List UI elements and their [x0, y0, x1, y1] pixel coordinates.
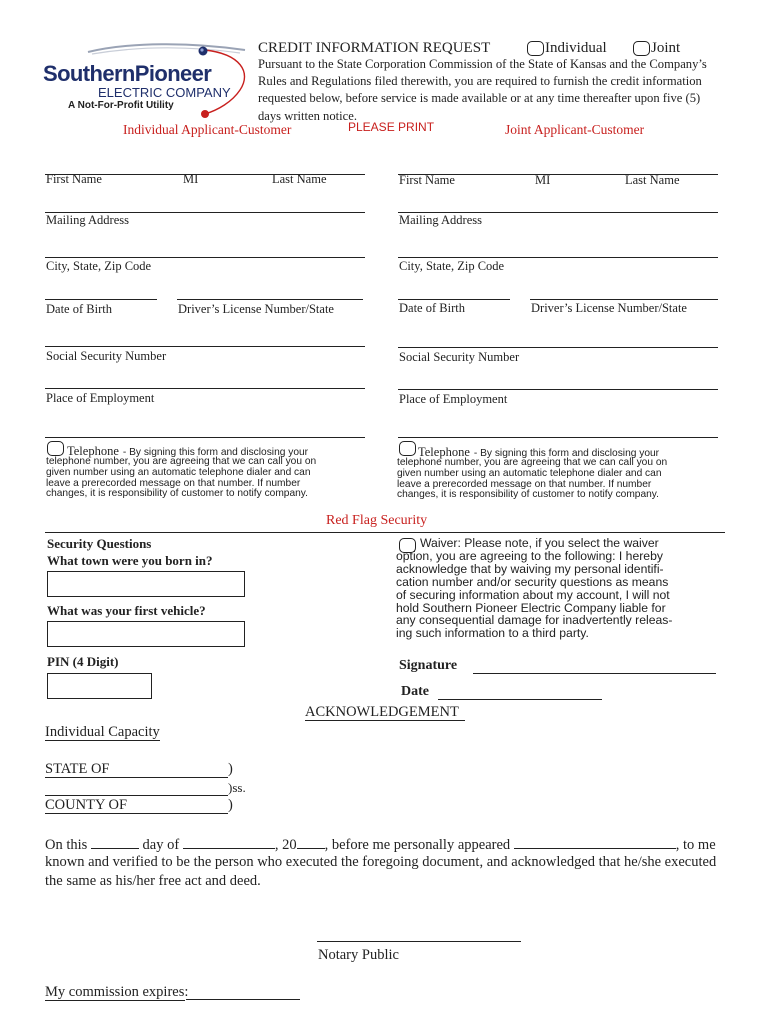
joint-label: Joint — [651, 40, 681, 56]
acknowledgement-line-2: known and verified to be the person who executed the foregoing document, and acknowledged that he/she executed — [45, 854, 717, 870]
waiver-line: option, you are agreeing to the following: I hereby — [396, 548, 663, 563]
form-title: CREDIT INFORMATION REQUEST — [258, 40, 491, 56]
telephone-note-line: telephone number, you are agreeing that we can call you on — [397, 457, 668, 468]
logo-brand-bold: Southern — [43, 61, 135, 86]
telephone-note-line: changes, it is responsibility of customer to notify company. — [397, 489, 659, 501]
joint-checkbox[interactable] — [633, 41, 650, 56]
logo-brand-rest: Pioneer — [134, 61, 212, 86]
day-of-text: day of — [142, 837, 180, 853]
please-print-note: PLEASE PRINT — [348, 120, 435, 134]
security-questions-heading: Security Questions — [47, 536, 152, 551]
county-of-label: COUNTY OF — [45, 797, 128, 813]
logo-tagline: A Not-For-Profit Utility — [68, 100, 174, 111]
commission-label-underline — [45, 1000, 185, 1001]
state-paren: ) — [228, 761, 233, 777]
dob-line-right[interactable] — [398, 299, 510, 300]
year-blank[interactable] — [297, 835, 325, 849]
mailing-address-label: Mailing Address — [46, 213, 129, 227]
license-label: Driver’s License Number/State — [531, 301, 687, 315]
dob-line-left[interactable] — [45, 299, 157, 300]
county-of-line[interactable] — [45, 813, 228, 814]
question-birth-town: What town were you born in? — [47, 553, 213, 568]
on-this-text: On this — [45, 837, 88, 853]
individual-applicant-heading: Individual Applicant-Customer — [123, 122, 292, 137]
section-divider — [45, 532, 725, 533]
waiver-line: any consequential damage for inadvertently releas- — [396, 613, 673, 628]
pin-input[interactable] — [47, 673, 152, 699]
individual-capacity-underline — [45, 740, 160, 741]
commission-expires-line[interactable] — [186, 999, 300, 1000]
to-me-text: , to me — [675, 837, 716, 853]
last-name-label: Last Name — [272, 172, 327, 186]
waiver-line: hold Southern Pioneer Electric Company liable for — [396, 600, 666, 615]
red-flag-heading: Red Flag Security — [326, 513, 428, 528]
ssn-label: Social Security Number — [399, 350, 520, 364]
mi-label: MI — [535, 173, 551, 187]
telephone-note-line: telephone number, you are agreeing that we can call you on — [46, 456, 317, 467]
person-blank[interactable] — [514, 835, 676, 849]
employment-line-left[interactable] — [45, 388, 365, 389]
logo-subtitle: ELECTRIC COMPANY — [98, 85, 231, 100]
telephone-note-line: given number using an automatic telephone dialer and can — [397, 467, 662, 479]
telephone-label: Telephone — [418, 445, 470, 459]
waiver-text — [396, 537, 672, 640]
waiver-line: ing such information to a third party. — [396, 626, 589, 641]
notary-signature-line[interactable] — [317, 941, 521, 942]
telephone-label: Telephone — [67, 444, 119, 458]
first-vehicle-input[interactable] — [47, 621, 245, 647]
commission-expires-label: My commission expires: — [45, 984, 189, 1000]
ssn-line-right[interactable] — [398, 347, 718, 348]
county-paren: ) — [228, 797, 233, 813]
question-first-vehicle: What was your first vehicle? — [47, 603, 206, 618]
acknowledgement-line-3: the same as his/her free act and deed. — [45, 873, 261, 889]
acknowledgement-line-1 — [45, 835, 716, 854]
telephone-note-line: changes, it is responsibility of customer to notify company. — [46, 488, 308, 500]
waiver-line: Waiver: Please note, if you select the waiver — [420, 536, 659, 550]
mailing-address-label: Mailing Address — [399, 213, 482, 227]
individual-checkbox[interactable] — [527, 41, 544, 56]
month-blank[interactable] — [183, 835, 275, 849]
city-state-zip-line-right[interactable] — [398, 257, 718, 258]
waiver-line: cation number and/or security questions as means — [396, 574, 669, 589]
license-line-right[interactable] — [530, 299, 718, 300]
company-logo — [40, 40, 255, 120]
intro-line: Rules and Regulations filed therewith, you are required to furnish the credit information — [258, 74, 702, 89]
signature-line[interactable] — [473, 673, 716, 674]
telephone-consent-right — [397, 443, 727, 501]
telephone-note-line: given number using an automatic telephone dialer and can — [46, 466, 311, 478]
dob-label: Date of Birth — [399, 301, 465, 315]
ssn-line-left[interactable] — [45, 346, 365, 347]
intro-line: Pursuant to the State Corporation Commission of the State of Kansas and the Company’s — [258, 57, 707, 71]
signature-label: Signature — [399, 658, 458, 673]
joint-applicant-heading: Joint Applicant-Customer — [505, 122, 645, 137]
telephone-note-line: - By signing this form and disclosing your — [473, 448, 660, 459]
notary-public-label: Notary Public — [318, 947, 399, 963]
before-me-text: , before me personally appeared — [324, 837, 511, 853]
individual-capacity-label: Individual Capacity — [45, 724, 160, 740]
license-line-left[interactable] — [177, 299, 363, 300]
telephone-note-line: leave a prerecorded message on that number. If number — [46, 477, 301, 489]
telephone-line-left[interactable] — [45, 437, 365, 438]
date-label: Date — [401, 684, 429, 699]
ssn-label: Social Security Number — [46, 349, 167, 363]
waiver-line: acknowledge that by waiving my personal identifi- — [396, 561, 664, 576]
year-prefix-text: , 20 — [274, 837, 297, 853]
ss-label: )ss. — [228, 780, 246, 795]
license-label: Driver’s License Number/State — [178, 302, 334, 316]
acknowledgement-underline — [305, 720, 465, 721]
state-of-label: STATE OF — [45, 761, 110, 777]
individual-label: Individual — [545, 40, 607, 56]
telephone-note-line: - By signing this form and disclosing your — [122, 447, 309, 458]
intro-line: days written notice. — [258, 108, 357, 123]
telephone-note-line: leave a prerecorded message on that number. If number — [397, 478, 652, 490]
acknowledgement-heading: ACKNOWLEDGEMENT — [305, 704, 459, 720]
employment-label: Place of Employment — [399, 392, 508, 406]
city-state-zip-line-left[interactable] — [45, 257, 365, 258]
city-state-zip-label: City, State, Zip Code — [46, 259, 152, 273]
employment-line-right[interactable] — [398, 389, 718, 390]
telephone-line-right[interactable] — [398, 437, 718, 438]
intro-line: requested below, before service is made available or at any time thereafter upon five (5) — [258, 91, 701, 106]
ss-line — [45, 795, 228, 796]
birth-town-input[interactable] — [47, 571, 245, 597]
last-name-label: Last Name — [625, 173, 680, 187]
dob-label: Date of Birth — [46, 302, 112, 316]
date-line[interactable] — [438, 699, 602, 700]
telephone-consent-left — [46, 442, 376, 500]
employment-label: Place of Employment — [46, 391, 155, 405]
day-blank[interactable] — [91, 835, 139, 849]
mi-label: MI — [183, 172, 199, 186]
pin-label: PIN (4 Digit) — [47, 654, 119, 669]
state-of-line[interactable] — [45, 777, 228, 778]
first-name-label: First Name — [399, 173, 455, 187]
waiver-line: of securing information about my account, I will not — [396, 587, 670, 602]
first-name-label: First Name — [46, 172, 102, 186]
city-state-zip-label: City, State, Zip Code — [399, 259, 505, 273]
intro-paragraph — [258, 56, 707, 125]
